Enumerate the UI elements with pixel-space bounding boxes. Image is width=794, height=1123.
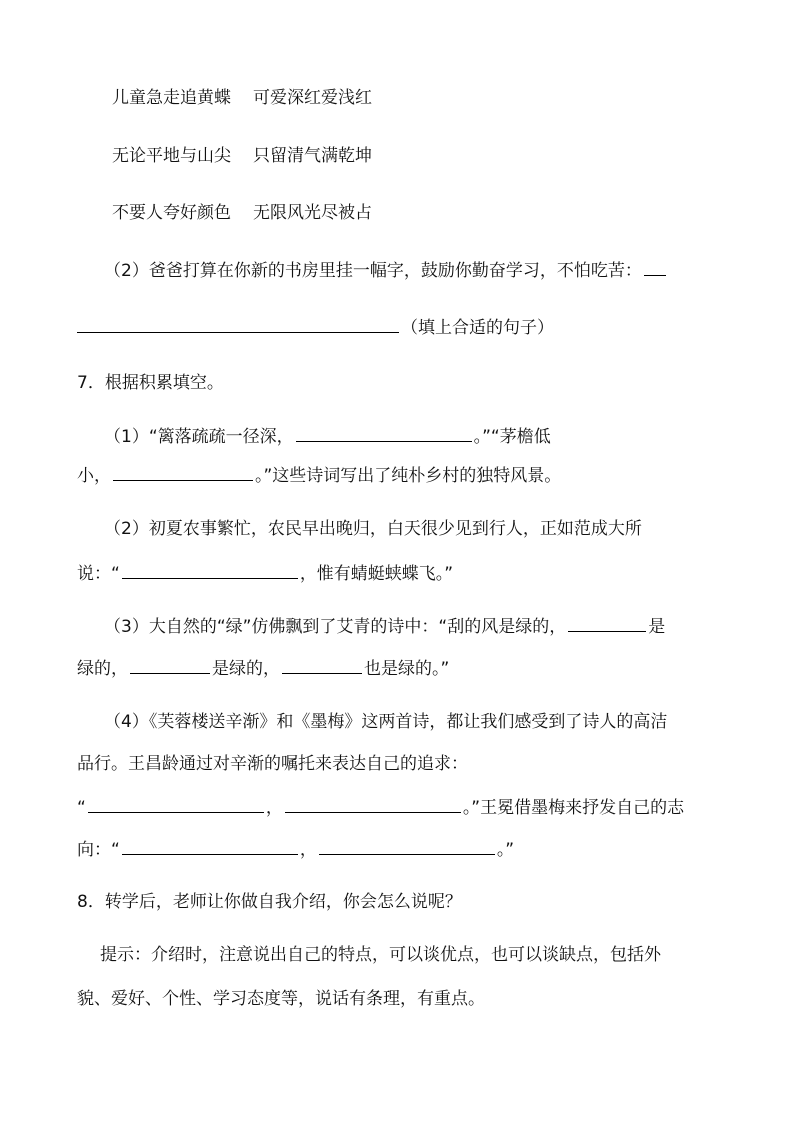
q8-hint-line-1: 提示：介绍时，注意说出自己的特点，可以谈优点，也可以谈缺点，包括外 <box>100 945 661 965</box>
q7-3-blank-2[interactable] <box>130 656 210 674</box>
q7-4-blank-2[interactable] <box>285 795 461 813</box>
q7-1-text-a: （1）“篱落疏疏一径深， <box>104 427 294 447</box>
q8-title: 8．转学后，老师让你做自我介绍，你会怎么说呢？ <box>77 892 462 912</box>
q7-2-line-2 <box>77 561 453 586</box>
q7-4-blank-1[interactable] <box>88 795 264 813</box>
q7-2-blank[interactable] <box>122 561 298 579</box>
q7-1-line-2 <box>77 463 561 488</box>
q7-title: 7．根据积累填空。 <box>77 373 224 393</box>
q6-2-line-1 <box>104 258 668 283</box>
q7-3-text-c: 绿的， <box>77 659 128 679</box>
poem-line-1-left: 儿童急走追黄蝶 <box>112 88 231 108</box>
q6-2-answer-blank-start[interactable] <box>644 258 666 276</box>
q7-4-blank-3[interactable] <box>122 837 298 855</box>
q7-3-text-e: 也是绿的。” <box>364 659 450 679</box>
poem-line-3 <box>112 201 372 225</box>
q7-3-line-1 <box>104 614 665 639</box>
q7-1-text-d: 。”这些诗词写出了纯朴乡村的独特风景。 <box>255 466 562 486</box>
poem-line-2-right: 只留清气满乾坤 <box>253 146 372 166</box>
q7-3-blank-1[interactable] <box>568 614 646 632</box>
q7-4-blank-4[interactable] <box>319 837 495 855</box>
poem-line-3-right: 无限风光尽被占 <box>253 203 372 223</box>
q7-4-line-4 <box>77 837 514 862</box>
q6-2-suffix: （填上合适的句子） <box>401 318 554 338</box>
q7-4-line-3 <box>77 795 684 820</box>
poem-line-1 <box>112 86 372 110</box>
q7-1-text-b: 。”“茅檐低 <box>473 427 551 447</box>
q7-3-text-d: 是绿的， <box>212 659 280 679</box>
q7-4-text-e: ， <box>299 840 317 860</box>
q7-3-text-b: 是 <box>648 617 666 637</box>
q7-4-text-c: 。”王冕借墨梅来抒发自己的志 <box>462 798 685 818</box>
q7-2-text-a: 说：“ <box>77 564 120 584</box>
q7-3-blank-3[interactable] <box>282 656 362 674</box>
q7-4-text-d: 向：“ <box>77 840 120 860</box>
q7-1-blank-1[interactable] <box>296 424 472 442</box>
q7-4-line-1: （4）《芙蓉楼送辛渐》和《墨梅》这两首诗，都让我们感受到了诗人的高洁 <box>104 712 668 732</box>
q8-hint-line-2: 貌、爱好、个性、学习态度等，说话有条理，有重点。 <box>77 989 485 1009</box>
poem-line-1-right: 可爱深红爱浅红 <box>253 88 372 108</box>
q7-1-blank-2[interactable] <box>113 463 253 481</box>
q7-3-text-a: （3）大自然的“绿”仿佛飘到了艾青的诗中：“刮的风是绿的， <box>104 617 567 637</box>
q7-1-line-1 <box>104 424 551 449</box>
q7-1-text-c: 小， <box>77 466 111 486</box>
poem-line-2 <box>112 144 372 168</box>
q7-4-line-2: 品行。王昌龄通过对辛渐的嘱托来表达自己的追求： <box>77 754 468 774</box>
q7-2-line-1: （2）初夏农事繁忙，农民早出晚归，白天很少见到行人，正如范成大所 <box>104 519 642 539</box>
q7-4-text-b: ， <box>265 798 283 818</box>
q6-2-answer-blank[interactable] <box>77 315 399 333</box>
poem-line-3-left: 不要人夸好颜色 <box>112 203 231 223</box>
q7-3-line-2 <box>77 656 449 681</box>
q7-2-text-b: ，惟有蜻蜓蛱蝶飞。” <box>299 564 454 584</box>
q6-2-line-2 <box>77 315 554 340</box>
q7-4-text-f: 。” <box>496 840 515 860</box>
poem-line-2-left: 无论平地与山尖 <box>112 146 231 166</box>
q7-4-text-a: “ <box>77 798 86 818</box>
q6-2-prefix: （2）爸爸打算在你新的书房里挂一幅字，鼓励你勤奋学习，不怕吃苦： <box>104 261 642 281</box>
